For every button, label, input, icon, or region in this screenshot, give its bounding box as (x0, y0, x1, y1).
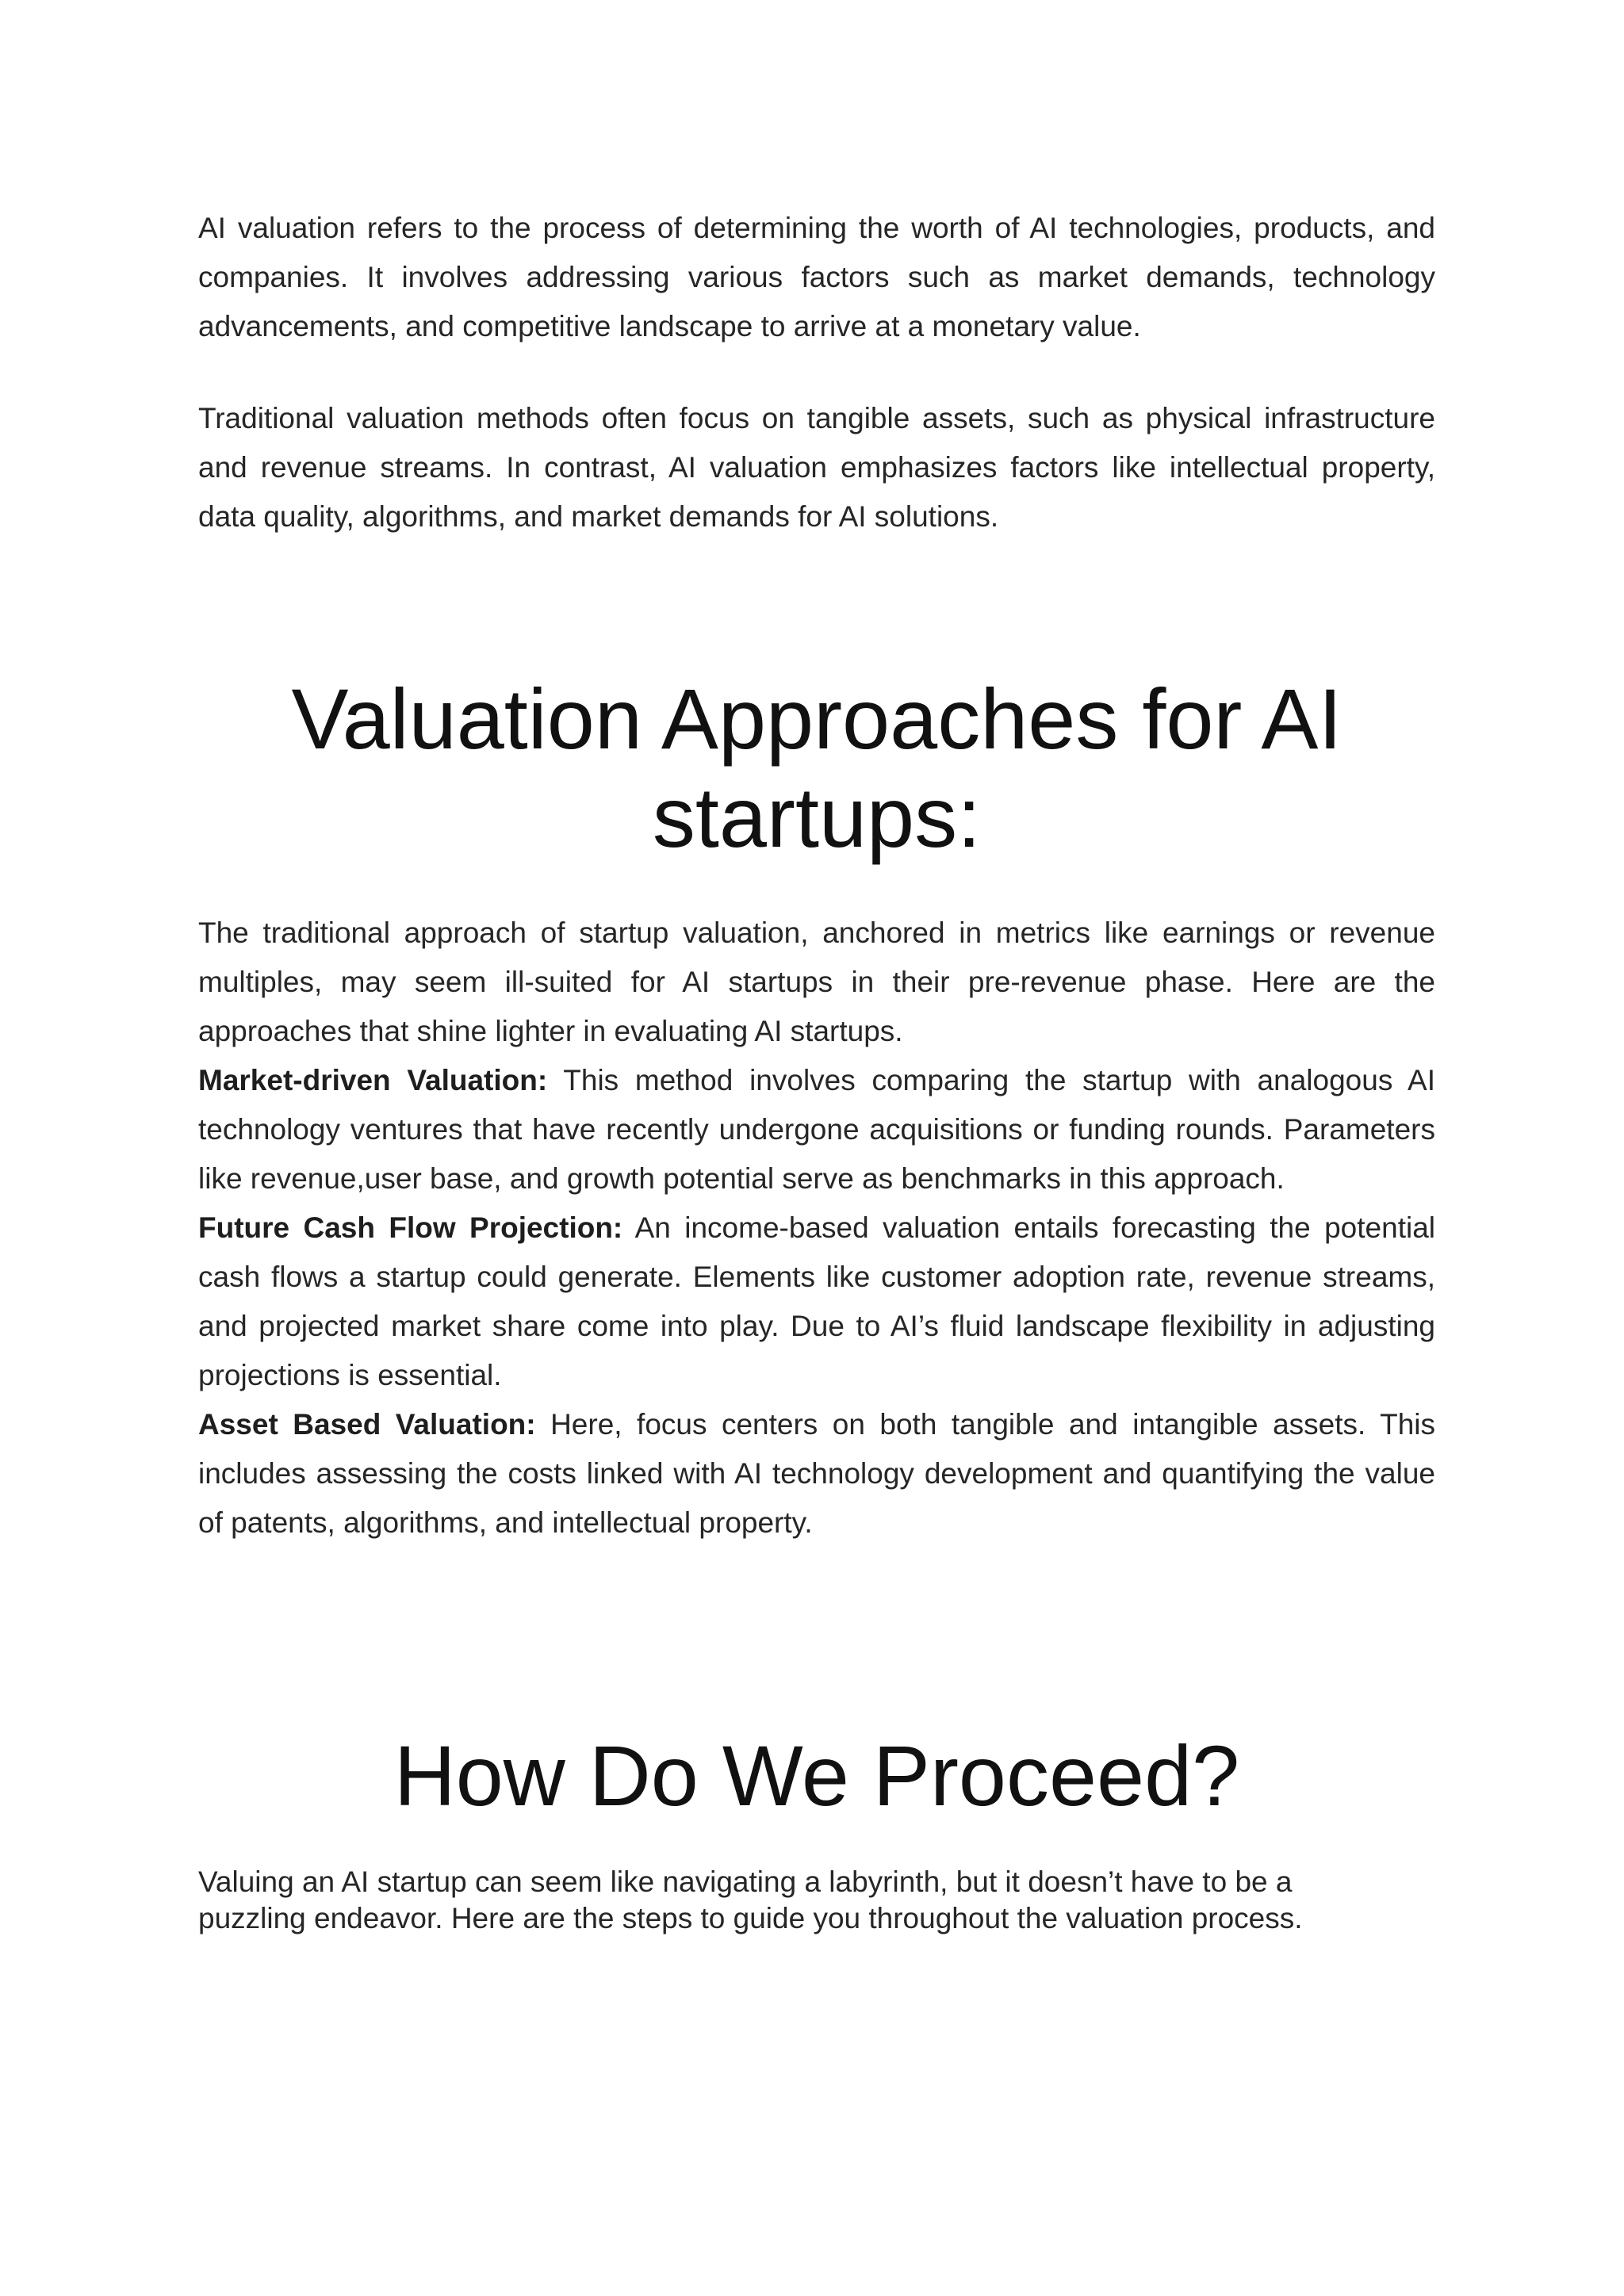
proceed-intro-line-2: puzzling endeavor. Here are the steps to guide you throughout the valuation process. (198, 1902, 1303, 1934)
approach-term-future-cash-flow: Future Cash Flow Projection: (198, 1211, 623, 1244)
heading-line-2: startups: (652, 769, 982, 865)
approach-text-future-cash-flow: An income-based valuation entails forecasting the potential cash flows a startup could generate. Elements like customer adoption rate, revenue streams, and projected market share come into play. Due to AI’s fluid landscape flexibility in adjusting projections is essential. (198, 1211, 1435, 1391)
proceed-intro (198, 1864, 1435, 1937)
approach-term-market-driven: Market-driven Valuation: (198, 1064, 548, 1096)
approach-term-asset-based: Asset Based Valuation: (198, 1408, 536, 1441)
heading-line-1: Valuation Approaches for AI (291, 671, 1342, 767)
intro-paragraph-1: AI valuation refers to the process of determining the worth of AI technologies, products, and companies. It involves addressing various factors such as market demands, technology advancements, and competitive landscape to arrive at a monetary value. (198, 212, 1435, 342)
section-heading-how-do-we-proceed: How Do We Proceed? (393, 1728, 1240, 1823)
intro-paragraph-2: Traditional valuation methods often focus on tangible assets, such as physical infrastructure and revenue streams. In contrast, AI valuation emphasizes factors like intellectual property, data quality, algorithms, and market demands for AI solutions. (198, 402, 1435, 533)
approaches-body (198, 909, 1435, 1548)
proceed-intro-line-1: Valuing an AI startup can seem like navigating a labyrinth, but it doesn’t have to be a (198, 1866, 1293, 1898)
approach-text-market-driven: This method involves comparing the startup with analogous AI technology ventures that have recently undergone acquisitions or funding rounds. Parameters like revenue,user base, and growth potential serve as benchmarks in this approach. (198, 1064, 1435, 1195)
approach-text-asset-based: Here, focus centers on both tangible and intangible assets. This includes assessing the costs linked with AI technology development and quantifying the value of patents, algorithms, and intellectual property. (198, 1408, 1436, 1539)
section-heading-valuation-approaches (198, 670, 1435, 867)
approaches-intro: The traditional approach of startup valuation, anchored in metrics like earnings or revenue multiples, may seem ill-suited for AI startups in their pre-revenue phase. Here are the approaches that shine lighter in evaluating AI startups. (198, 916, 1435, 1047)
